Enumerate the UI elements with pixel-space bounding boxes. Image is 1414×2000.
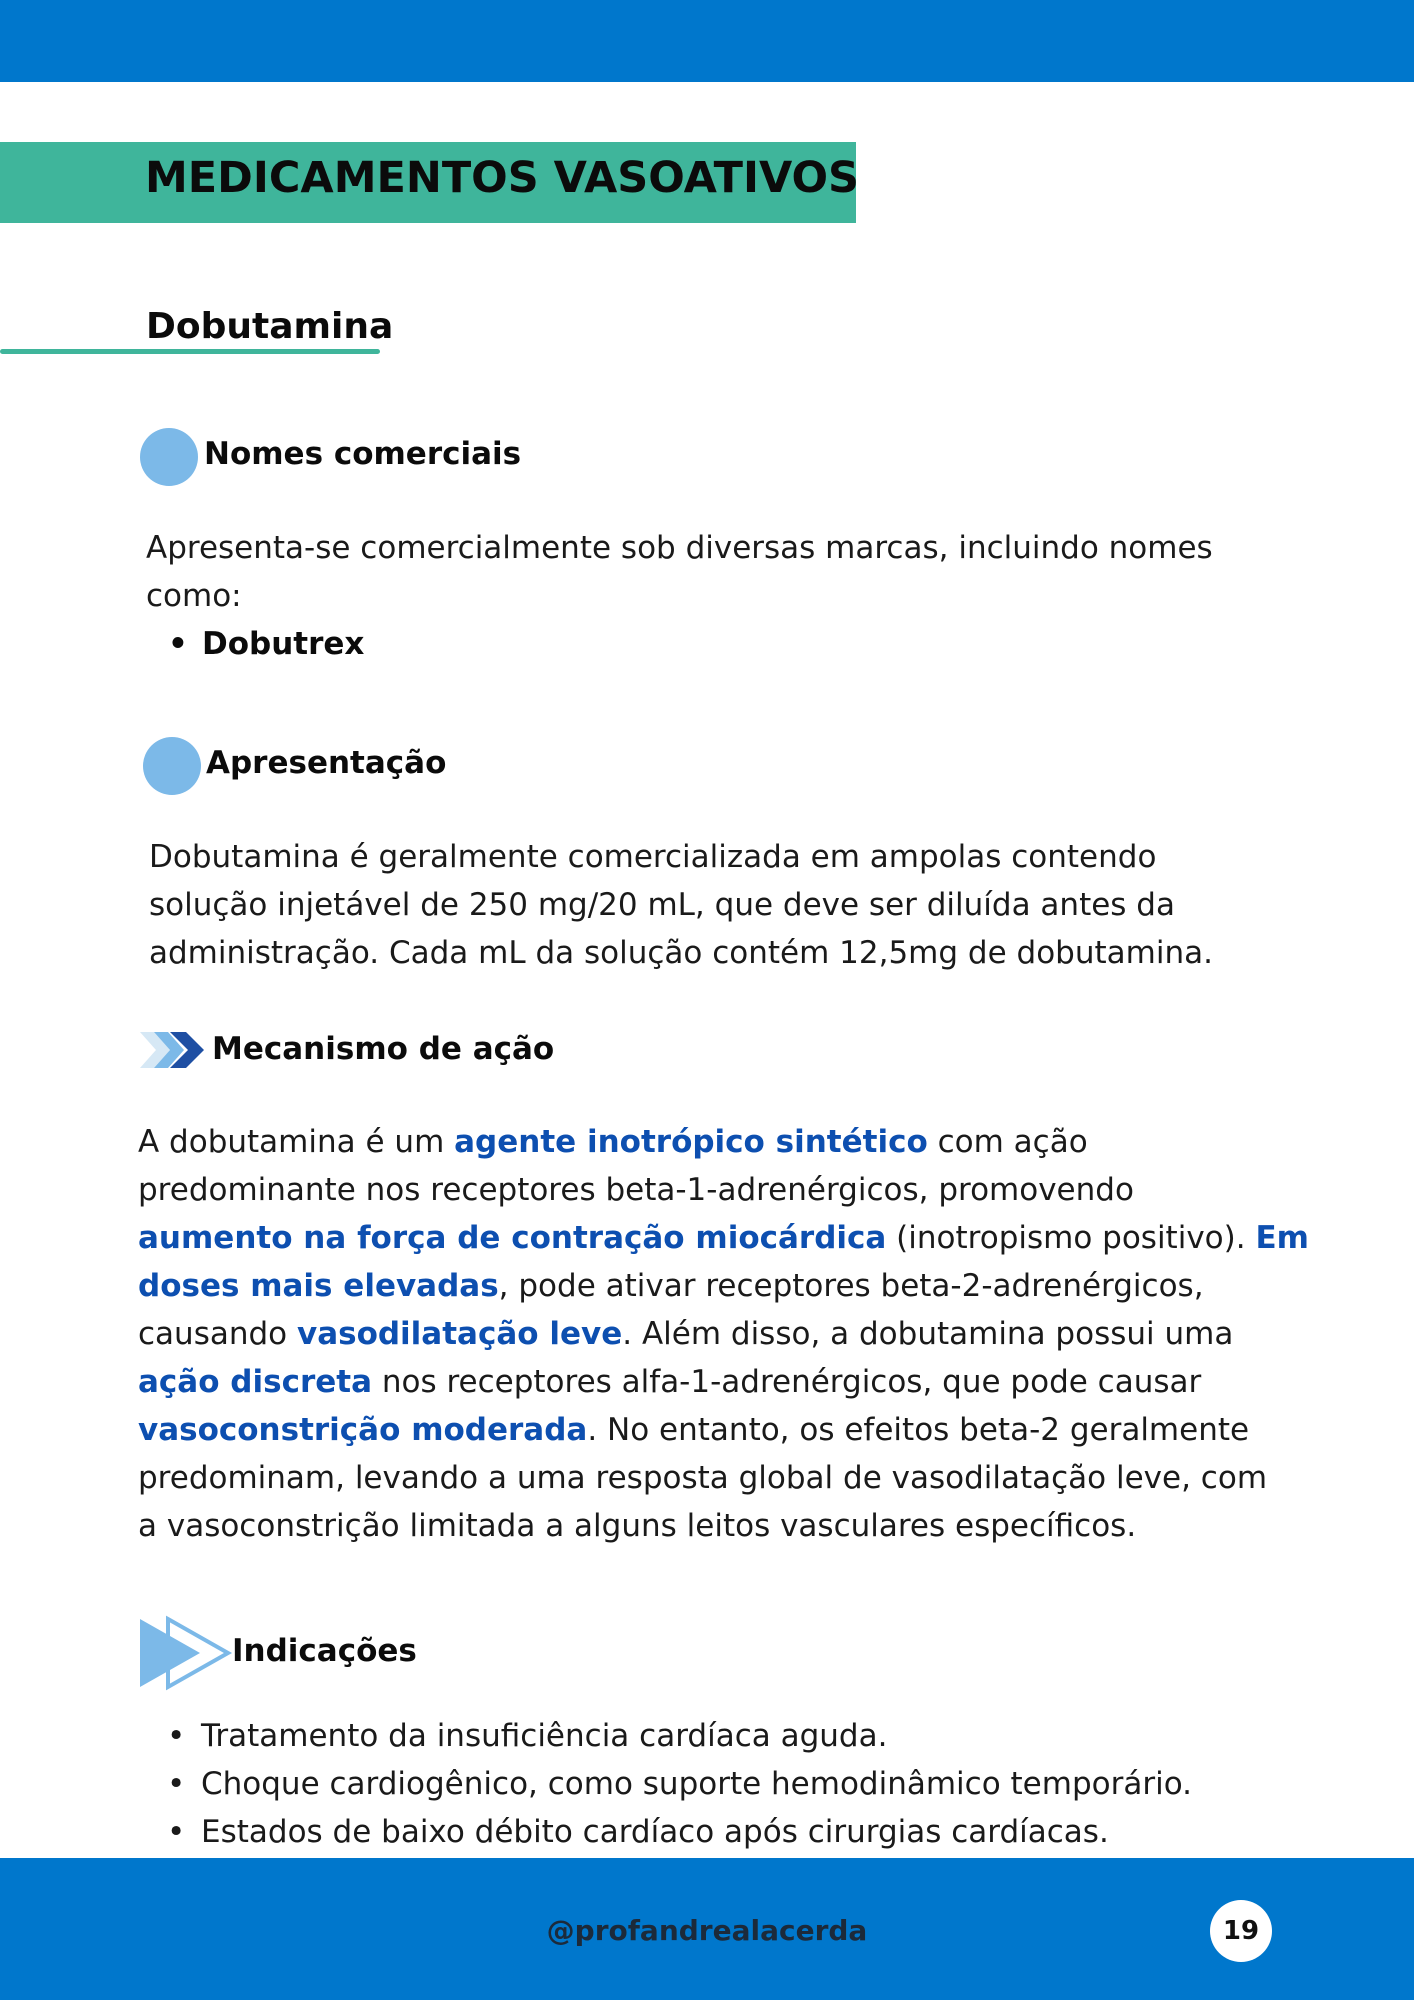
- list-item: • Choque cardiogênico, como suporte hemodinâmico temporário.: [167, 1766, 1192, 1802]
- apresentacao-line: administração. Cada mL da solução contém 12,5mg de dobutamina.: [149, 935, 1213, 971]
- section-heading-mecanismo: Mecanismo de ação: [212, 1031, 555, 1067]
- highlight-text: Em: [1255, 1220, 1309, 1256]
- list-item: • Dobutrex: [168, 626, 365, 662]
- highlight-text: vasoconstrição moderada: [138, 1412, 588, 1448]
- apresentacao-line: Dobutamina é geralmente comercializada em ampolas contendo: [149, 839, 1157, 875]
- highlight-text: ação discreta: [138, 1364, 372, 1400]
- highlight-text: aumento na força de contração miocárdica: [138, 1220, 887, 1256]
- nomes-line: como:: [146, 578, 242, 614]
- chevron-arrows-icon: [140, 1030, 210, 1070]
- list-item: • Tratamento da insuficiência cardíaca aguda.: [167, 1718, 888, 1754]
- section-heading-apresentacao: Apresentação: [206, 745, 447, 781]
- highlight-text: doses mais elevadas: [138, 1268, 499, 1304]
- play-arrows-icon: [138, 1615, 234, 1691]
- page-title: MEDICAMENTOS VASOATIVOS: [145, 153, 859, 203]
- nomes-paragraph: [146, 524, 1213, 620]
- drug-name-heading: Dobutamina: [146, 306, 394, 347]
- top-bar: [0, 0, 1414, 82]
- author-handle: @profandrealacerda: [546, 1914, 868, 1947]
- section-heading-indicacoes: Indicações: [232, 1633, 417, 1669]
- apresentacao-paragraph: [149, 833, 1213, 977]
- brand-list: [146, 620, 364, 668]
- mecanismo-paragraph: A dobutamina é um agente inotrópico sintético com ação predominante nos receptores beta-1-adrenérgicos, promovendo aumento na força de contração miocárdica (inotropismo positivo). Em doses mais elevadas, pode ativar receptores beta-2-adrenérgicos, causando vasodilatação leve. Além disso, a dobutamina possui uma ação discreta nos receptores alfa-1-adrenérgicos, que pode causar vasoconstrição moderada. No entanto, os efeitos beta-2 geralmente predominam, levando a uma resposta global de vasodilatação leve, com a vasoconstrição limitada a alguns leitos vasculares específicos.: [138, 1124, 1309, 1544]
- highlight-text: vasodilatação leve: [296, 1316, 623, 1352]
- circle-bullet-icon: [140, 428, 198, 486]
- list-item: • Estados de baixo débito cardíaco após cirurgias cardíacas.: [167, 1814, 1109, 1850]
- page-number: 19: [1210, 1900, 1272, 1962]
- indications-list: [145, 1712, 1192, 1856]
- apresentacao-line: solução injetável de 250 mg/20 mL, que deve ser diluída antes da: [149, 887, 1175, 923]
- circle-bullet-icon: [143, 737, 201, 795]
- section-heading-nomes: Nomes comerciais: [204, 436, 522, 472]
- nomes-line: Apresenta-se comercialmente sob diversas marcas, incluindo nomes: [146, 530, 1213, 566]
- highlight-text: agente inotrópico sintético: [454, 1124, 928, 1160]
- heading-underline: [0, 349, 380, 354]
